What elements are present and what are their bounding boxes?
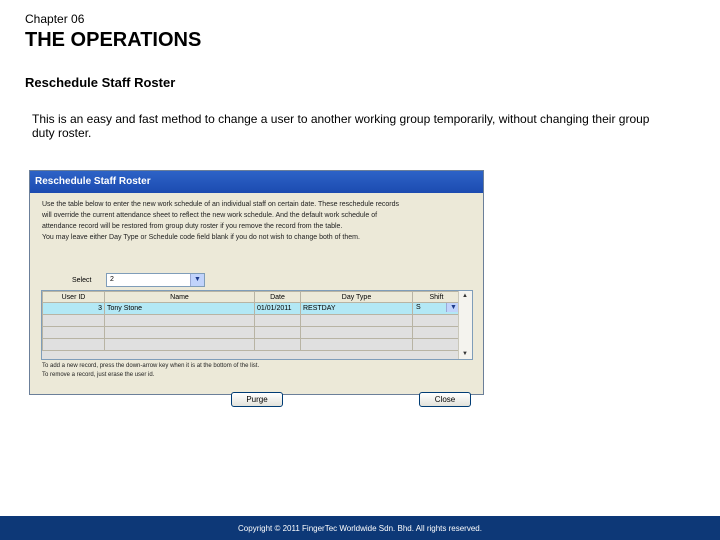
copyright-text: Copyright © 2011 FingerTec Worldwide Sdn. Bhd. All rights reserved. <box>238 524 482 533</box>
instruction-line: attendance record will be restored from group duty roster if you remove the record from the table. <box>42 223 343 230</box>
section-title: Reschedule Staff Roster <box>25 75 176 90</box>
table-scrollbar[interactable] <box>458 291 472 359</box>
shift-value: S <box>416 304 421 311</box>
column-header-user-id[interactable]: User ID <box>43 292 105 303</box>
cell-shift[interactable] <box>413 303 461 315</box>
select-label: Select <box>72 277 92 284</box>
footer-bar <box>0 516 720 540</box>
close-button[interactable]: Close <box>419 392 471 407</box>
column-header-shift[interactable]: Shift <box>413 292 461 303</box>
window-titlebar: Reschedule Staff Roster <box>30 171 483 193</box>
page-title: THE OPERATIONS <box>25 29 202 51</box>
instructions <box>42 199 472 243</box>
cell-name[interactable]: Tony Stone <box>105 303 255 315</box>
reschedule-window <box>29 170 484 404</box>
instruction-line: will override the current attendance sheet to reflect the new work schedule. And the default work schedule of <box>42 212 378 219</box>
chapter-label: Chapter 06 <box>25 12 85 26</box>
table-row[interactable] <box>43 339 461 351</box>
chevron-down-icon[interactable]: ▼ <box>446 303 460 312</box>
cell-date[interactable]: 01/01/2011 <box>255 303 301 315</box>
chevron-down-icon[interactable]: ▼ <box>190 274 204 286</box>
table-row[interactable] <box>43 315 461 327</box>
column-header-name[interactable]: Name <box>105 292 255 303</box>
cell-user-id[interactable]: 3 <box>43 303 105 315</box>
select-dropdown[interactable] <box>106 273 205 287</box>
instruction-line: Use the table below to enter the new work schedule of an individual staff on certain date. These reschedule records <box>42 201 399 208</box>
description: This is an easy and fast method to change a user to another working group temporarily, without changing their group duty roster. <box>32 112 650 140</box>
column-header-date[interactable]: Date <box>255 292 301 303</box>
purge-button[interactable]: Purge <box>231 392 283 407</box>
cell-day-type[interactable]: RESTDAY <box>301 303 413 315</box>
scroll-up-icon[interactable]: ▲ <box>462 293 468 299</box>
table-row[interactable] <box>43 327 461 339</box>
note-line: To add a new record, press the down-arrow key when it is at the bottom of the list. <box>42 363 260 369</box>
note-line: To remove a record, just erase the user id. <box>42 372 155 378</box>
roster-table <box>41 290 473 360</box>
select-value: 2 <box>110 276 114 283</box>
notes <box>42 362 259 380</box>
scroll-down-icon[interactable]: ▼ <box>462 351 468 357</box>
column-header-day-type[interactable]: Day Type <box>301 292 413 303</box>
table-row[interactable] <box>43 303 461 315</box>
instruction-line: You may leave either Day Type or Schedule code field blank if you do not wish to change both of them. <box>42 234 360 241</box>
